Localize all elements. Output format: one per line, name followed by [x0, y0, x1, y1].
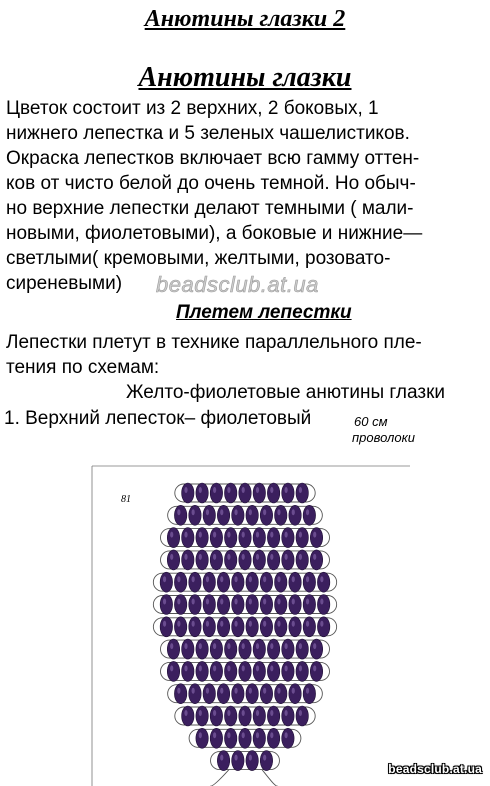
bead-highlight — [242, 643, 245, 649]
bead-highlight — [234, 688, 237, 694]
bead-highlight — [277, 509, 280, 515]
bead-highlight — [306, 599, 309, 605]
bead — [167, 528, 179, 548]
bead — [189, 617, 201, 637]
bead — [246, 684, 258, 704]
bead — [210, 706, 222, 726]
bead-highlight — [234, 621, 237, 627]
section-heading: Плетем лепестки — [176, 302, 352, 323]
bead-highlight — [270, 665, 273, 671]
bead-highlight — [270, 710, 273, 716]
bead — [225, 639, 237, 659]
bead-highlight — [170, 532, 173, 538]
bead — [282, 706, 294, 726]
bead-highlight — [313, 643, 316, 649]
scheme-subtitle: Желто-фиолетовые анютины глазки — [126, 382, 446, 403]
bead-highlight — [285, 487, 288, 493]
bead — [239, 706, 251, 726]
intro-line: ков от чисто белой до очень темной. Но обыч- — [6, 173, 416, 194]
bead — [282, 661, 294, 681]
bead-highlight — [213, 710, 216, 716]
bead — [289, 684, 301, 704]
bead-highlight — [313, 554, 316, 560]
bead-highlight — [234, 509, 237, 515]
bead-highlight — [285, 732, 288, 738]
bead — [189, 595, 201, 615]
bead — [196, 706, 208, 726]
bead-highlight — [206, 688, 209, 694]
bead — [160, 595, 172, 615]
bead — [225, 483, 237, 503]
bead — [296, 528, 308, 548]
bead-highlight — [242, 732, 245, 738]
bead-highlight — [285, 643, 288, 649]
bead-highlight — [270, 487, 273, 493]
bead — [239, 728, 251, 748]
bead — [203, 505, 215, 525]
bead-highlight — [242, 665, 245, 671]
bead-highlight — [227, 554, 230, 560]
bead-highlight — [263, 509, 266, 515]
bead-highlight — [313, 665, 316, 671]
bead — [267, 483, 279, 503]
bead — [225, 528, 237, 548]
bead — [275, 595, 287, 615]
bead — [253, 706, 265, 726]
bead — [246, 572, 258, 592]
bead-highlight — [299, 710, 302, 716]
intro-paragraph — [6, 96, 488, 296]
bead-highlight — [242, 532, 245, 538]
wire-tail — [262, 770, 278, 786]
bead-highlight — [199, 643, 202, 649]
bead-highlight — [299, 554, 302, 560]
bead-highlight — [285, 554, 288, 560]
technique-line: Лепестки плетут в технике параллельного пле- — [6, 332, 422, 353]
bead — [282, 639, 294, 659]
bead — [239, 550, 251, 570]
bead-highlight — [227, 710, 230, 716]
bead-highlight — [163, 621, 166, 627]
bead — [174, 684, 186, 704]
bead-highlight — [227, 643, 230, 649]
bead-highlight — [299, 665, 302, 671]
bead-highlight — [184, 710, 187, 716]
bead-highlight — [256, 532, 259, 538]
bead — [182, 661, 194, 681]
bead — [182, 483, 194, 503]
bead-highlight — [220, 621, 223, 627]
bead — [182, 639, 194, 659]
bead-highlight — [270, 643, 273, 649]
bead — [174, 595, 186, 615]
bead — [253, 639, 265, 659]
bead-highlight — [299, 532, 302, 538]
bead — [210, 550, 222, 570]
bead — [267, 728, 279, 748]
bead — [232, 751, 244, 771]
bead — [217, 595, 229, 615]
bead-highlight — [263, 755, 266, 761]
bead — [232, 617, 244, 637]
bead — [260, 505, 272, 525]
bead-highlight — [220, 688, 223, 694]
bead-highlight — [285, 710, 288, 716]
bead — [296, 706, 308, 726]
bead — [317, 572, 329, 592]
bead — [282, 550, 294, 570]
bead — [296, 639, 308, 659]
bead — [282, 483, 294, 503]
bead-highlight — [277, 621, 280, 627]
bead-highlight — [220, 509, 223, 515]
bead-highlight — [263, 576, 266, 582]
bead — [174, 617, 186, 637]
bead — [210, 639, 222, 659]
bead-highlight — [313, 532, 316, 538]
bead-highlight — [220, 599, 223, 605]
bead — [282, 528, 294, 548]
bead-highlight — [206, 509, 209, 515]
bead-highlight — [177, 599, 180, 605]
bead-highlight — [199, 732, 202, 738]
bead — [303, 617, 315, 637]
bead — [232, 595, 244, 615]
bead-highlight — [249, 576, 252, 582]
bead-highlight — [199, 665, 202, 671]
bead-highlight — [270, 732, 273, 738]
bead — [196, 483, 208, 503]
bead — [167, 550, 179, 570]
bead — [296, 550, 308, 570]
wire-length: 60 см — [354, 414, 388, 429]
bead — [167, 639, 179, 659]
bead-highlight — [277, 599, 280, 605]
bead-highlight — [184, 487, 187, 493]
bead — [275, 505, 287, 525]
bead — [196, 661, 208, 681]
bead-highlight — [234, 576, 237, 582]
bead-highlight — [192, 576, 195, 582]
bead — [310, 661, 322, 681]
bead — [289, 617, 301, 637]
bead — [160, 617, 172, 637]
bead-highlight — [234, 755, 237, 761]
technique-line: тения по схемам: — [6, 357, 160, 378]
bead — [210, 661, 222, 681]
bead — [260, 572, 272, 592]
bead — [253, 661, 265, 681]
bead — [303, 505, 315, 525]
bead-highlight — [192, 621, 195, 627]
bead — [267, 550, 279, 570]
bead — [174, 505, 186, 525]
bead-highlight — [192, 509, 195, 515]
bead — [239, 661, 251, 681]
bead — [232, 684, 244, 704]
bead — [196, 728, 208, 748]
bead — [182, 550, 194, 570]
bead — [310, 550, 322, 570]
bead-highlight — [256, 554, 259, 560]
bead — [189, 572, 201, 592]
bead-highlight — [170, 643, 173, 649]
bead-highlight — [184, 643, 187, 649]
petal-label: 1. Верхний лепесток– фиолетовый — [4, 408, 312, 429]
bead — [217, 751, 229, 771]
bead — [232, 505, 244, 525]
bead-highlight — [199, 710, 202, 716]
bead — [203, 684, 215, 704]
bead-highlight — [263, 599, 266, 605]
bead-highlight — [227, 732, 230, 738]
intro-line: сиреневыми) — [6, 273, 123, 294]
bead — [303, 572, 315, 592]
article-title: Анютины глазки — [138, 62, 352, 93]
bead — [253, 728, 265, 748]
bead — [217, 505, 229, 525]
bead — [282, 728, 294, 748]
bead — [210, 483, 222, 503]
bead-highlight — [213, 532, 216, 538]
bead — [225, 550, 237, 570]
bead-highlight — [192, 599, 195, 605]
bead-layer — [160, 483, 330, 771]
bead — [182, 528, 194, 548]
bead-highlight — [213, 487, 216, 493]
page-title: Анютины глазки 2 — [144, 6, 346, 32]
bead — [310, 528, 322, 548]
bead-highlight — [220, 576, 223, 582]
bead-highlight — [242, 487, 245, 493]
bead-highlight — [256, 643, 259, 649]
bead-highlight — [234, 599, 237, 605]
bead-highlight — [249, 755, 252, 761]
bead-highlight — [242, 710, 245, 716]
bead — [174, 572, 186, 592]
bead-highlight — [206, 576, 209, 582]
bead-highlight — [306, 576, 309, 582]
bead — [232, 572, 244, 592]
bead — [275, 684, 287, 704]
bead-highlight — [292, 576, 295, 582]
bead-highlight — [249, 599, 252, 605]
bead — [253, 550, 265, 570]
bead-highlight — [170, 665, 173, 671]
bead-highlight — [227, 487, 230, 493]
bead — [275, 617, 287, 637]
bead-highlight — [177, 688, 180, 694]
bead — [203, 572, 215, 592]
bead-highlight — [184, 554, 187, 560]
footer-site: beadsclub.at.ua — [388, 762, 482, 776]
bead — [267, 528, 279, 548]
bead — [167, 661, 179, 681]
bead-highlight — [299, 643, 302, 649]
bead — [289, 505, 301, 525]
bead-highlight — [285, 665, 288, 671]
bead — [253, 483, 265, 503]
bead — [246, 751, 258, 771]
bead-highlight — [213, 665, 216, 671]
bead — [217, 617, 229, 637]
bead — [253, 528, 265, 548]
bead-highlight — [242, 554, 245, 560]
bead-highlight — [292, 688, 295, 694]
bead — [189, 505, 201, 525]
bead-highlight — [220, 755, 223, 761]
bead-highlight — [270, 532, 273, 538]
bead — [203, 595, 215, 615]
bead — [239, 483, 251, 503]
bead — [160, 572, 172, 592]
bead-highlight — [256, 487, 259, 493]
bead — [196, 528, 208, 548]
bead-highlight — [292, 621, 295, 627]
bead-highlight — [206, 599, 209, 605]
bead — [246, 595, 258, 615]
bead-highlight — [270, 554, 273, 560]
bead — [260, 617, 272, 637]
bead — [267, 706, 279, 726]
bead — [289, 595, 301, 615]
bead — [203, 617, 215, 637]
bead-highlight — [163, 599, 166, 605]
wire-tail — [210, 770, 229, 786]
bead — [225, 706, 237, 726]
bead — [239, 528, 251, 548]
bead — [317, 595, 329, 615]
bead — [317, 617, 329, 637]
intro-line: Цветок состоит из 2 верхних, 2 боковых, 1 — [6, 98, 379, 119]
bead-highlight — [170, 554, 173, 560]
bead-highlight — [213, 554, 216, 560]
bead — [289, 572, 301, 592]
bead-highlight — [199, 487, 202, 493]
bead-highlight — [184, 532, 187, 538]
bead-highlight — [306, 621, 309, 627]
intro-line: светлыми( кремовыми, желтыми, розовато- — [6, 248, 391, 269]
bead — [246, 505, 258, 525]
petal-bead-diagram — [0, 440, 490, 786]
bead — [260, 684, 272, 704]
bead-highlight — [320, 599, 323, 605]
bead — [189, 684, 201, 704]
bead-highlight — [263, 688, 266, 694]
bead-count: 81 — [121, 494, 131, 505]
bead-highlight — [285, 532, 288, 538]
bead — [225, 728, 237, 748]
bead-highlight — [263, 621, 266, 627]
bead-highlight — [177, 576, 180, 582]
bead — [225, 661, 237, 681]
bead — [239, 639, 251, 659]
wire-label: проволоки — [352, 430, 415, 445]
bead — [303, 684, 315, 704]
bead — [310, 639, 322, 659]
intro-line: Окраска лепестков включает всю гамму оттен- — [6, 148, 420, 169]
bead-highlight — [249, 621, 252, 627]
bead — [296, 483, 308, 503]
intro-line: но верхние лепестки делают темными ( мали- — [6, 198, 414, 219]
bead — [217, 684, 229, 704]
bead — [267, 661, 279, 681]
bead — [275, 572, 287, 592]
bead-highlight — [227, 532, 230, 538]
bead-highlight — [256, 710, 259, 716]
bead-highlight — [199, 532, 202, 538]
bead — [260, 751, 272, 771]
bead — [196, 639, 208, 659]
bead-highlight — [320, 621, 323, 627]
bead-highlight — [299, 487, 302, 493]
bead — [210, 528, 222, 548]
bead-highlight — [192, 688, 195, 694]
bead — [246, 617, 258, 637]
bead — [217, 572, 229, 592]
bead-highlight — [206, 621, 209, 627]
bead-highlight — [277, 576, 280, 582]
bead-highlight — [184, 665, 187, 671]
bead — [182, 706, 194, 726]
bead-highlight — [213, 643, 216, 649]
bead-highlight — [177, 509, 180, 515]
bead — [196, 550, 208, 570]
bead — [296, 661, 308, 681]
technique-paragraph — [6, 330, 488, 380]
bead-highlight — [177, 621, 180, 627]
bead — [210, 728, 222, 748]
bead — [303, 595, 315, 615]
bead — [260, 595, 272, 615]
bead-highlight — [213, 732, 216, 738]
bead-highlight — [306, 509, 309, 515]
bead-highlight — [292, 599, 295, 605]
bead-highlight — [249, 688, 252, 694]
bead-highlight — [249, 509, 252, 515]
bead-highlight — [163, 576, 166, 582]
bead-highlight — [292, 509, 295, 515]
bead — [267, 639, 279, 659]
bead-highlight — [306, 688, 309, 694]
bead-highlight — [320, 576, 323, 582]
intro-line: нижнего лепестка и 5 зеленых чашелистиков. — [6, 123, 410, 144]
bead-highlight — [277, 688, 280, 694]
bead-highlight — [256, 732, 259, 738]
bead-highlight — [199, 554, 202, 560]
bead-highlight — [227, 665, 230, 671]
watermark: beadsclub.at.ua — [156, 272, 319, 297]
bead-highlight — [256, 665, 259, 671]
intro-line: новыми, фиолетовыми), а боковые и нижние— — [6, 223, 423, 244]
